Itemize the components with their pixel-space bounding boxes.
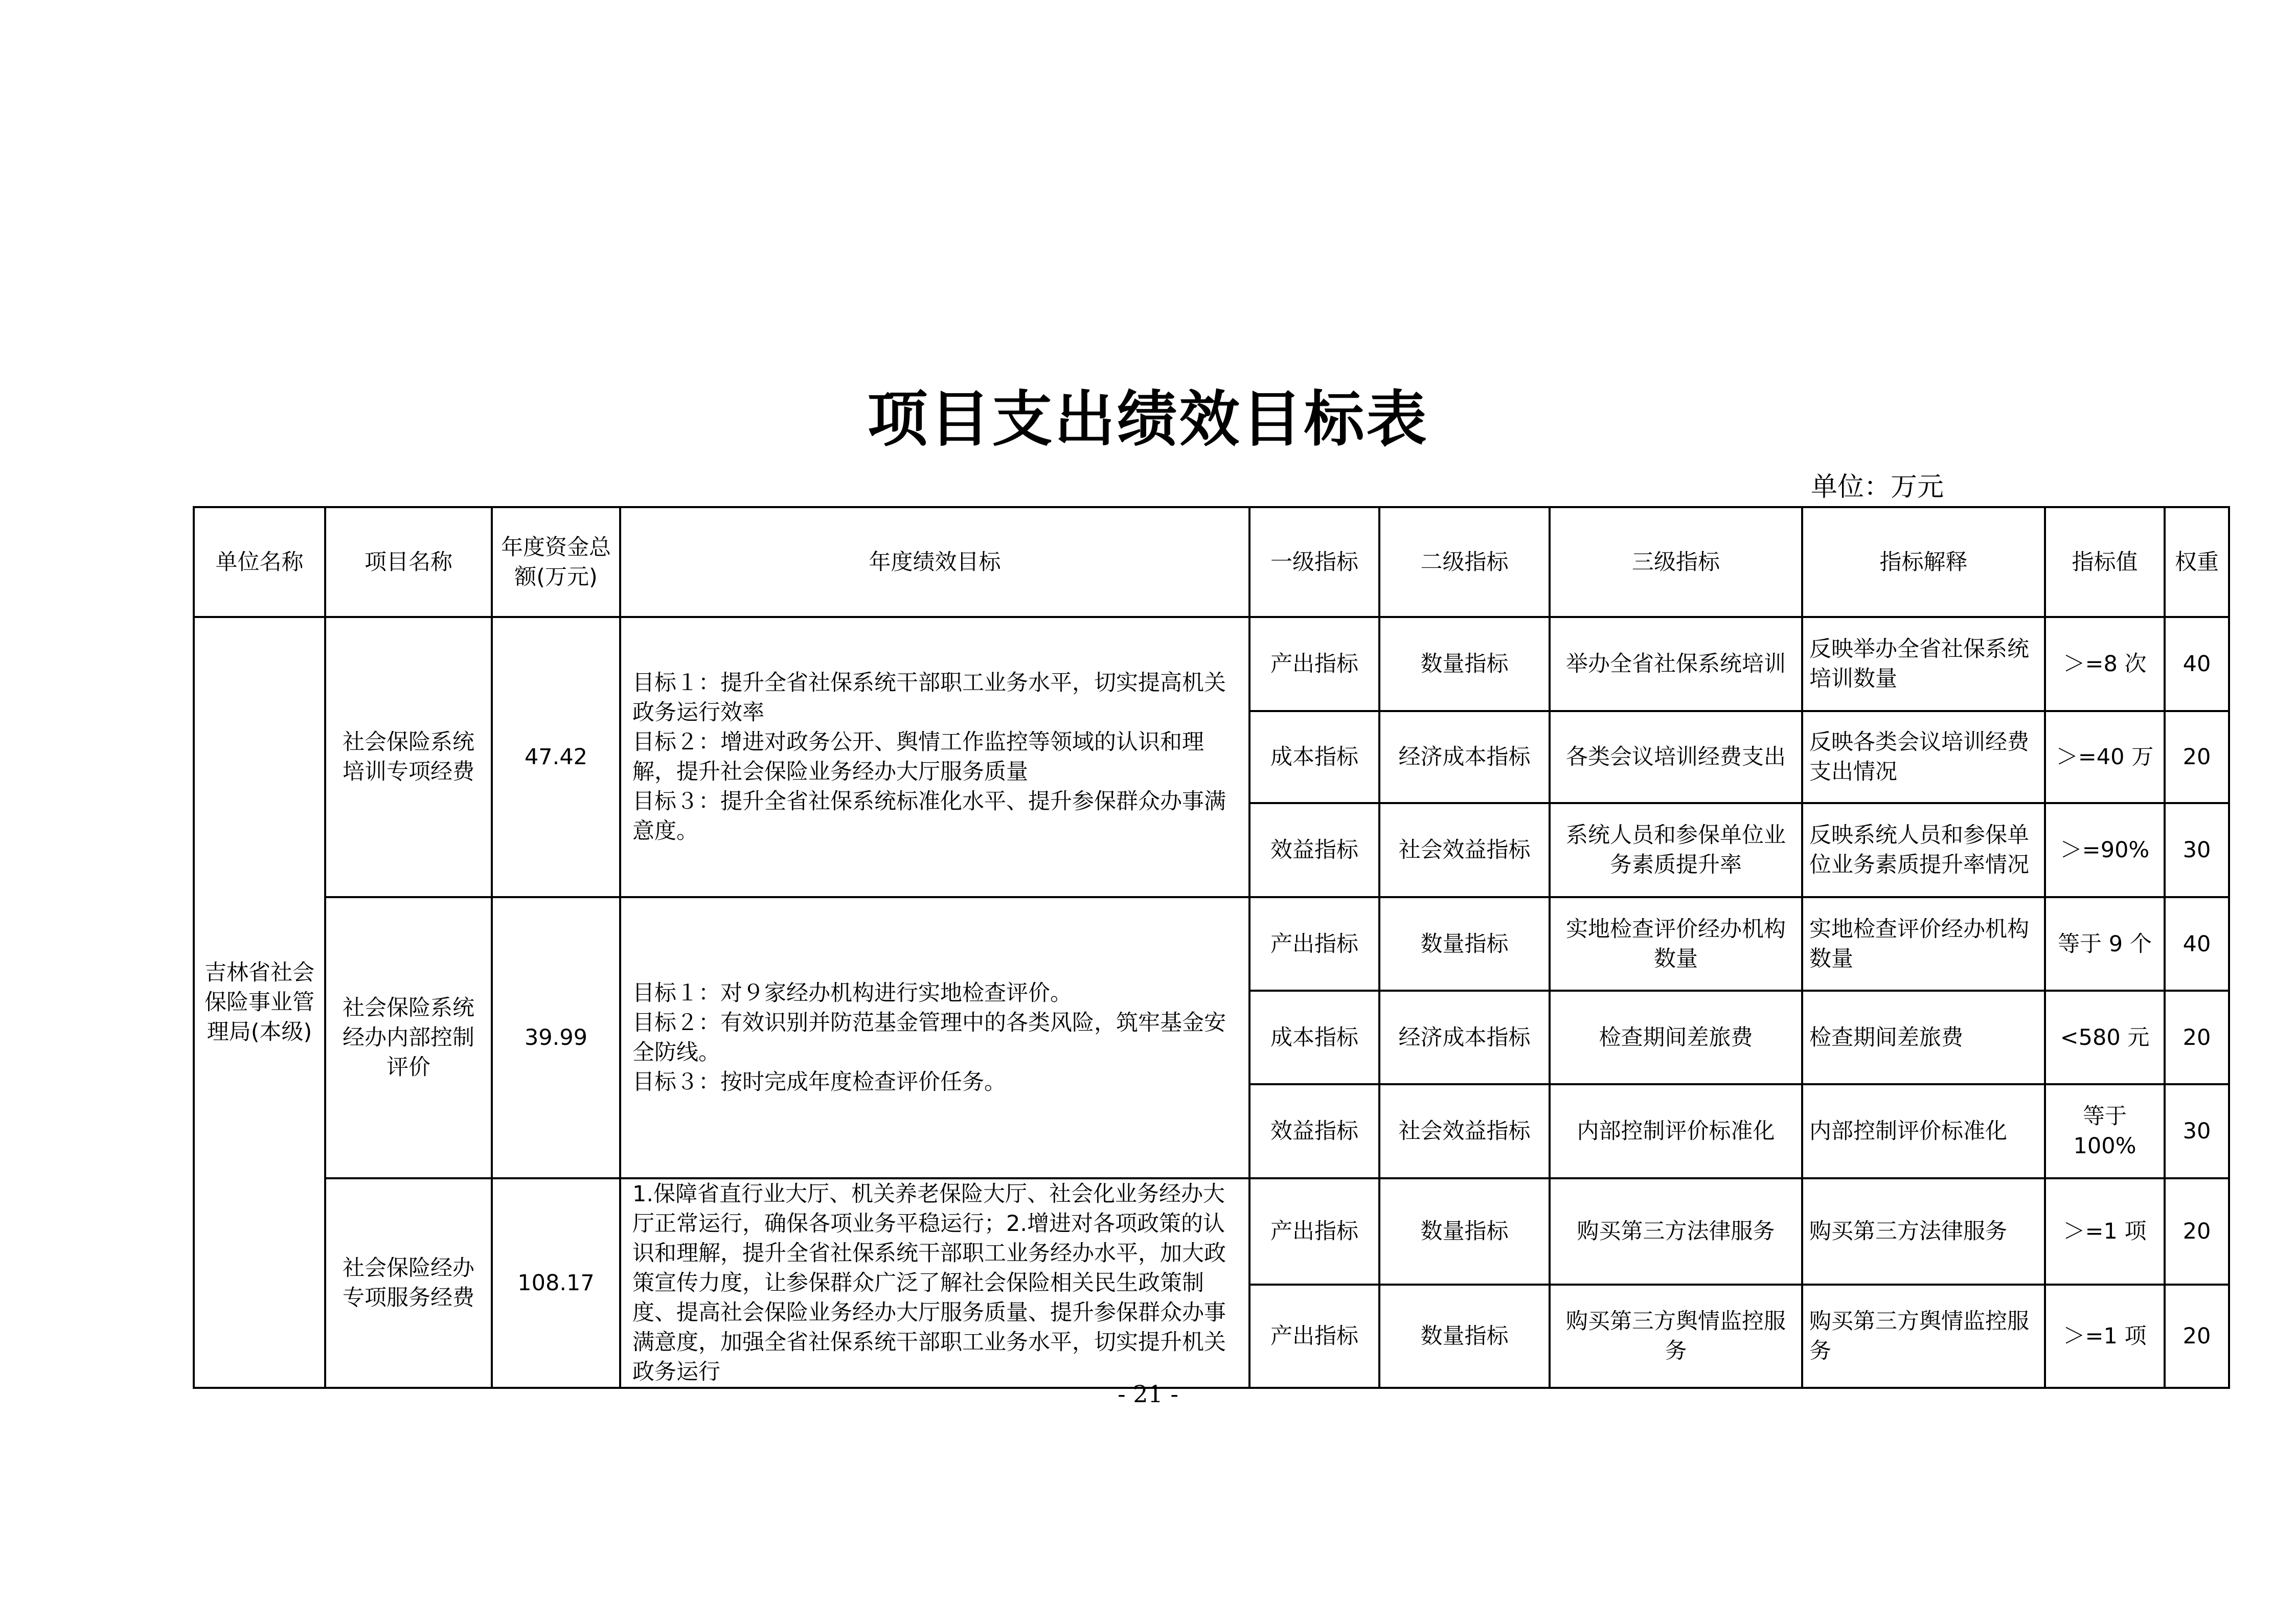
level3-cell: 内部控制评价标准化 [1550,1084,1802,1178]
explanation-cell: 购买第三方舆情监控服务 [1802,1285,2045,1388]
value-cell: ＞=1 项 [2045,1178,2165,1285]
header-weight: 权重 [2165,507,2229,617]
header-level3: 三级指标 [1550,507,1802,617]
value-cell: ＞=40 万 [2045,711,2165,803]
level1-cell: 产出指标 [1249,1285,1379,1388]
goal-cell [620,617,1249,897]
level2-cell: 数量指标 [1379,617,1550,711]
weight-cell: 30 [2165,1084,2229,1178]
explanation-cell: 购买第三方法律服务 [1802,1178,2045,1285]
value-cell: ＞=1 项 [2045,1285,2165,1388]
level3-cell: 购买第三方舆情监控服务 [1550,1285,1802,1388]
table-row [194,897,2229,991]
value-cell: 等于 9 个 [2045,897,2165,991]
level3-cell: 系统人员和参保单位业务素质提升率 [1550,803,1802,897]
amount-cell: 39.99 [492,897,620,1178]
table-row [194,617,2229,711]
value-cell: <580 元 [2045,991,2165,1084]
project-name-cell: 社会保险经办专项服务经费 [325,1178,492,1388]
level2-cell: 数量指标 [1379,897,1550,991]
level1-cell: 成本指标 [1249,711,1379,803]
explanation-cell: 内部控制评价标准化 [1802,1084,2045,1178]
explanation-cell: 检查期间差旅费 [1802,991,2045,1084]
level1-cell: 产出指标 [1249,1178,1379,1285]
table-header-row [194,507,2229,617]
goal-text: 1.保障省直行业大厅、机关养老保险大厅、社会化业务经办大厅正常运行，确保各项业务平稳运行；2.增进对各项政策的认识和理解，提升全省社保系统干部职工业务经办水平，加大政策宣传力度，让参保群众广泛了解社会保险相关民生政策制度、提高社会保险业务经办大厅服务质量、提升参保群众办事满意度，加强全省社保系统干部职工业务水平，切实提升机关政务运行 [632,1181,1226,1385]
performance-goal-table [193,506,2230,1389]
amount-cell: 108.17 [492,1178,620,1388]
project-name-cell: 社会保险系统经办内部控制评价 [325,897,492,1178]
header-value: 指标值 [2045,507,2165,617]
level3-cell: 实地检查评价经办机构数量 [1550,897,1802,991]
level1-cell: 产出指标 [1249,617,1379,711]
page-title: 项目支出绩效目标表 [867,384,1429,454]
weight-cell: 20 [2165,991,2229,1084]
table-row [194,1178,2229,1285]
weight-cell: 40 [2165,617,2229,711]
level3-cell: 举办全省社保系统培训 [1550,617,1802,711]
value-cell: ＞=8 次 [2045,617,2165,711]
level1-cell: 成本指标 [1249,991,1379,1084]
weight-cell: 20 [2165,711,2229,803]
header-explanation: 指标解释 [1802,507,2045,617]
goal-text: 目标１：对９家经办机构进行实地检查评价。 目标２：有效识别并防范基金管理中的各类风险，筑牢基金安全防线。 目标３：按时完成年度检查评价任务。 [632,980,1226,1095]
explanation-cell: 反映系统人员和参保单位业务素质提升率情况 [1802,803,2045,897]
weight-cell: 20 [2165,1178,2229,1285]
unit-label: 单位：万元 [1811,472,1944,502]
level3-cell: 购买第三方法律服务 [1550,1178,1802,1285]
level2-cell: 经济成本指标 [1379,991,1550,1084]
weight-cell: 20 [2165,1285,2229,1388]
level3-cell: 各类会议培训经费支出 [1550,711,1802,803]
level1-cell: 效益指标 [1249,1084,1379,1178]
level3-cell: 检查期间差旅费 [1550,991,1802,1084]
header-goal: 年度绩效目标 [620,507,1249,617]
header-amount: 年度资金总额(万元) [492,507,620,617]
project-name-cell: 社会保险系统培训专项经费 [325,617,492,897]
explanation-cell: 实地检查评价经办机构数量 [1802,897,2045,991]
level2-cell: 社会效益指标 [1379,803,1550,897]
value-cell: 等于100% [2045,1084,2165,1178]
header-level2: 二级指标 [1379,507,1550,617]
level2-cell: 社会效益指标 [1379,1084,1550,1178]
weight-cell: 30 [2165,803,2229,897]
goal-text: 目标１：提升全省社保系统干部职工业务水平，切实提高机关政务运行效率 目标２：增进对政务公开、舆情工作监控等领域的认识和理解，提升社会保险业务经办大厅服务质量 目标３：提升全省社保系统标准化水平、提升参保群众办事满意度。 [632,670,1226,844]
value-cell: ＞=90% [2045,803,2165,897]
level2-cell: 数量指标 [1379,1178,1550,1285]
level1-cell: 产出指标 [1249,897,1379,991]
level2-cell: 数量指标 [1379,1285,1550,1388]
explanation-cell: 反映各类会议培训经费支出情况 [1802,711,2045,803]
explanation-cell: 反映举办全省社保系统培训数量 [1802,617,2045,711]
header-level1: 一级指标 [1249,507,1379,617]
header-project-name: 项目名称 [325,507,492,617]
amount-cell: 47.42 [492,617,620,897]
weight-cell: 40 [2165,897,2229,991]
goal-cell [620,897,1249,1178]
level1-cell: 效益指标 [1249,803,1379,897]
header-unit-name: 单位名称 [194,507,325,617]
level2-cell: 经济成本指标 [1379,711,1550,803]
goal-cell [620,1178,1249,1388]
page-number: - 21 - [1118,1380,1178,1408]
unit-name-cell: 吉林省社会保险事业管理局(本级) [194,617,325,1388]
